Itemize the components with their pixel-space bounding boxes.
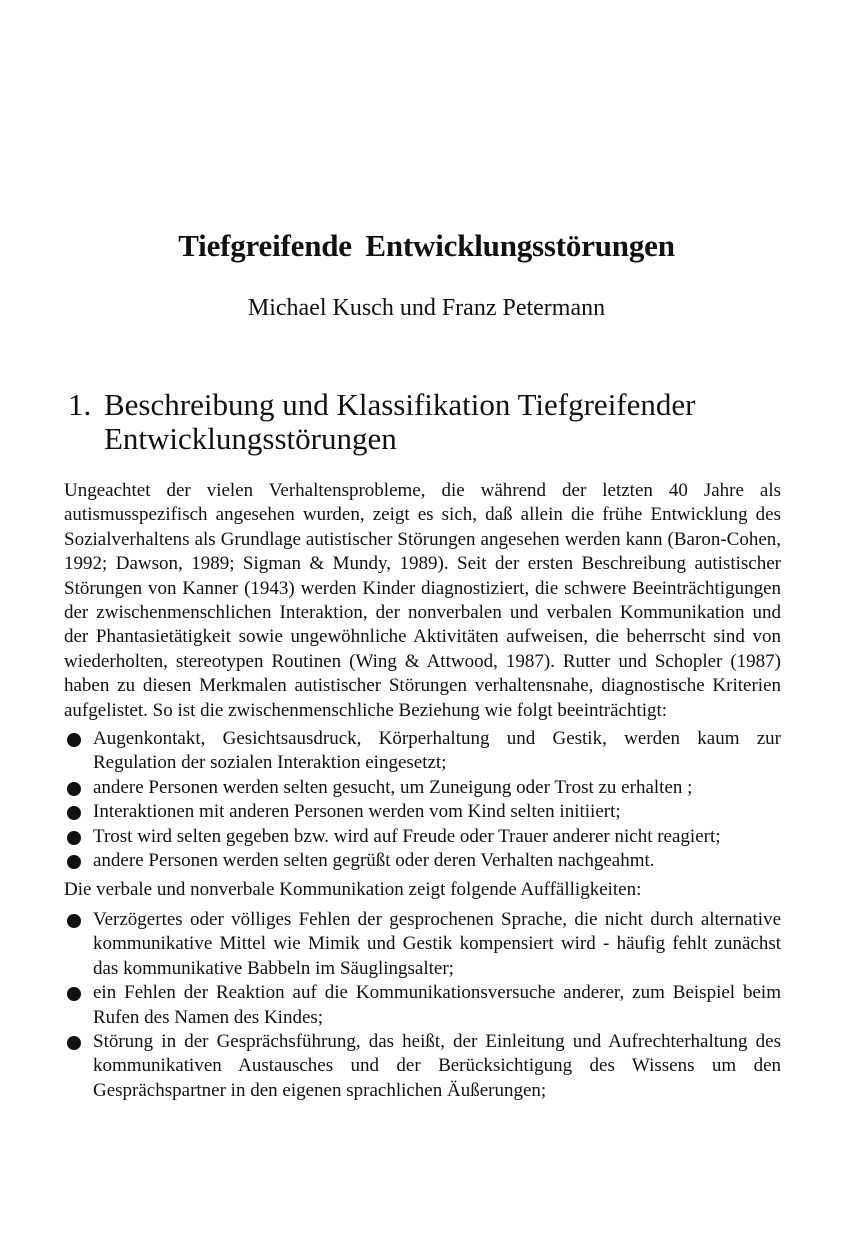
section-heading [68, 388, 788, 456]
bullet-dot [67, 1036, 81, 1050]
list-item: Störung in der Gesprächsführung, das heißt, der Einleitung und Aufrechterhaltung des kommunikativen Austausches und der Berücksichtigung des Wissens um den Gesprächspartner in den eigenen sprachlichen Äußerungen; [64, 1030, 781, 1103]
bullet-dot [67, 987, 81, 1001]
social-bullet-list [64, 727, 781, 873]
bullet-dot [67, 831, 81, 845]
communication-bullet-list [64, 908, 781, 1103]
section-heading-line2: Entwicklungsstörungen [104, 421, 397, 456]
section-number: 1. [68, 387, 92, 422]
document-authors: Michael Kusch und Franz Petermann [247, 295, 606, 321]
list-item: andere Personen werden selten gegrüßt oder deren Verhalten nachgeahmt. [64, 849, 781, 873]
section-heading-line1: Beschreibung und Klassifikation Tiefgreifender [104, 387, 696, 422]
list-item: Interaktionen mit anderen Personen werden vom Kind selten initiiert; [64, 800, 781, 824]
bullet-dot [67, 855, 81, 869]
bullet-dot [67, 782, 81, 796]
list-item: Verzögertes oder völliges Fehlen der gesprochenen Sprache, die nicht durch alternative kommunikative Mittel wie Mimik und Gestik kompensiert wird - häufig fehlt zunächst das kommunikative Babbeln im Säuglingsalter; [64, 908, 781, 981]
bullet-dot [67, 733, 81, 747]
list-item: ein Fehlen der Reaktion auf die Kommunikationsversuche anderer, zum Beispiel beim Rufen des Namen des Kindes; [64, 981, 781, 1030]
body-text [64, 479, 781, 1107]
document-title: Tiefgreifende Entwicklungsstörungen [178, 228, 675, 263]
list-item: Trost wird selten gegeben bzw. wird auf Freude oder Trauer anderer nicht reagiert; [64, 825, 781, 849]
bullet-dot [67, 914, 81, 928]
intro-paragraph: Ungeachtet der vielen Verhaltensprobleme, die während der letzten 40 Jahre als autismusspezifisch angesehen wurden, zeigt es sich, daß allein die frühe Entwicklung des Sozialverhaltens als Grundlage autistischer Störungen angesehen werden kann (Baron-Cohen, 1992; Dawson, 1989; Sigman & Mundy, 1989). Seit der ersten Beschreibung autistischer Störungen von Kanner (1943) werden Kinder diagnostiziert, die schwere Beeinträchtigungen der zwischenmenschlichen Interaktion, der nonverbalen und verbalen Kommunikation und der Phantasietätigkeit sowie ungewöhnliche Aktivitäten aufweisen, die beherrscht sind von wiederholten, stereotypen Routinen (Wing & Attwood, 1987). Rutter und Schopler (1987) haben zu diesen Merkmalen autistischer Störungen verhaltensnahe, diagnostische Kriterien aufgelistet. So ist die zwischenmenschliche Beziehung wie folgt beeinträchtigt: [64, 480, 781, 721]
bullet-dot [67, 806, 81, 820]
list-item: andere Personen werden selten gesucht, um Zuneigung oder Trost zu erhalten ; [64, 776, 781, 800]
list-item: Augenkontakt, Gesichtsausdruck, Körperhaltung und Gestik, werden kaum zur Regulation der sozialen Interaktion eingesetzt; [64, 727, 781, 776]
communication-intro: Die verbale und nonverbale Kommunikation zeigt folgende Auffälligkeiten: [64, 878, 642, 900]
